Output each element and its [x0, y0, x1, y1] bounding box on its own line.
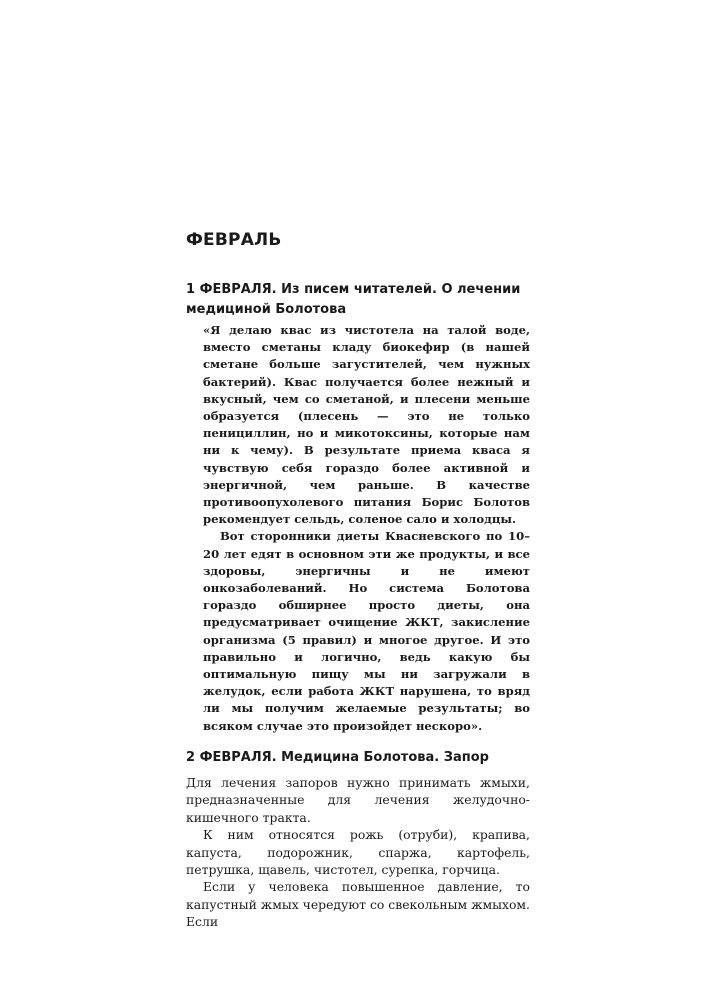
quote-paragraph: Вот сторонники диеты Квасневского по 10–20 лет едят в основном эти же продукты, и все здоровы, энергичны и не имеют онкозаболеваний. Но система Болотова гораздо обширнее просто диеты, она предусматривает очищение ЖКТ, закисление организма (5 правил) и многое другое. И это правильно и логично, ведь какую бы оптимальную пищу мы ни загружали в желудок, если работа ЖКТ нарушена, то вряд ли мы получим желаемые результаты; во всяком случае это произойдет нескоро». [203, 529, 530, 733]
page-content [186, 230, 530, 931]
section-heading-feb-1: 1 ФЕВРАЛЯ. Из писем читателей. О лечении медициной Болотова [186, 282, 521, 317]
section-heading-feb-2: 2 ФЕВРАЛЯ. Медицина Болотова. Запор [186, 749, 489, 765]
quote-paragraph: «Я делаю квас из чистотела на талой воде, вместо сметаны кладу биокефир (в нашей сметане больше загустителей, чем нужных бактерий). Квас получается более нежный и вкусный, чем со сметаной, и плесени меньше образуется (плесень — это не только пенициллин, но и микотоксины, которые нам ни к чему). В результате приема кваса я чувствую себя гораздо более активной и энергичной, чем раньше. В качестве противоопухолевого питания Борис Болотов рекомендует сельдь, соленое сало и холодцы. [203, 323, 530, 527]
month-title: ФЕВРАЛЬ [186, 230, 282, 250]
body-text [186, 774, 530, 931]
body-paragraph: Если у человека повышенное давление, то капустный жмых чередуют со свекольным жмыхом. Если [186, 879, 530, 930]
body-paragraph: К ним относятся рожь (отруби), крапива, капуста, подорожник, спаржа, картофель, петрушка, щавель, чистотел, сурепка, горчица. [186, 827, 530, 877]
reader-letter-quote [186, 322, 530, 735]
body-paragraph: Для лечения запоров нужно принимать жмыхи, предназначенные для лечения желудочно-кишечного тракта. [186, 774, 530, 825]
